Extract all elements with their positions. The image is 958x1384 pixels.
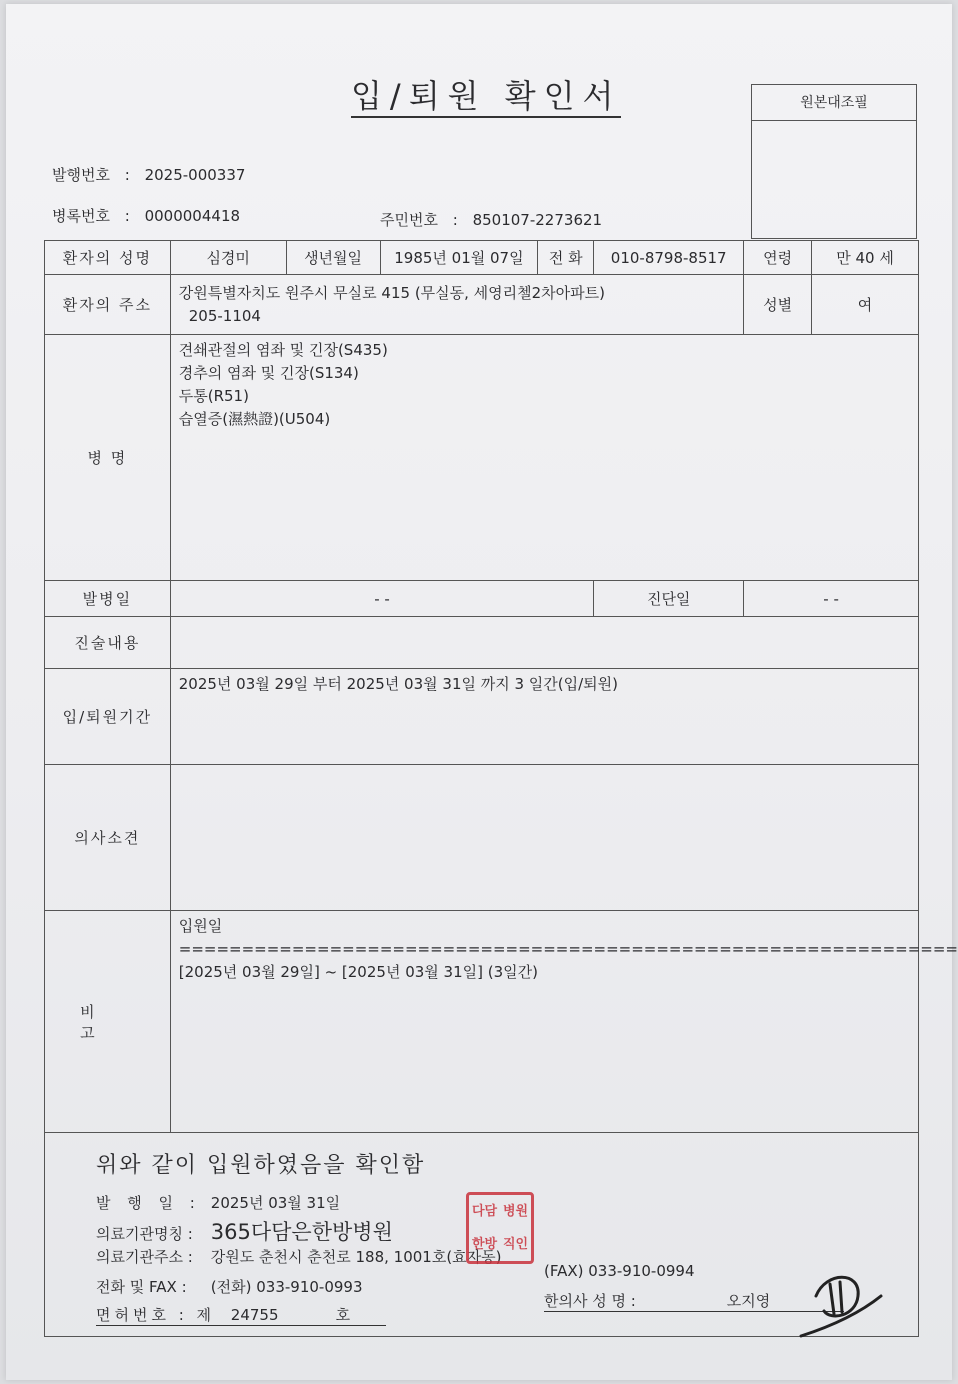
birth-date-label: 생년월일 xyxy=(286,241,380,275)
license-number: 24755 xyxy=(230,1306,279,1324)
resident-number: 850107-2273621 xyxy=(472,211,603,229)
remarks-label: 비 고 xyxy=(45,911,171,1133)
admission-period: 2025년 03월 29일 부터 2025년 03월 31일 까지 3 일간(입/퇴원) xyxy=(170,669,918,765)
diagnosis-label: 병 명 xyxy=(45,335,171,581)
doctor-opinion xyxy=(170,765,918,911)
onset-date: - - xyxy=(170,581,594,617)
phone-number: 010-8798-8517 xyxy=(594,241,744,275)
address-line-2: 205-1104 xyxy=(188,306,261,325)
remarks-line-2: [2025년 03월 29일] ~ [2025년 03월 31일] (3일간) xyxy=(178,963,538,981)
address-cell xyxy=(170,275,743,335)
issue-number-row: 발행번호 : 2025-000337 xyxy=(52,166,246,184)
confirmation-statement: 위와 같이 입원하였음을 확인함 xyxy=(96,1153,426,1178)
issue-number: 2025-000337 xyxy=(144,166,246,184)
statement-content xyxy=(170,617,918,669)
record-number-label: 병록번호 xyxy=(52,207,110,225)
facility-address-label: 의료기관주소 : xyxy=(96,1248,193,1266)
address-label: 환자의 주소 xyxy=(45,275,171,335)
hospital-seal-stamp xyxy=(466,1192,534,1264)
facility-name-row xyxy=(96,1216,393,1246)
patient-name-label: 환자의 성명 xyxy=(45,241,171,275)
diagnosis-date: - - xyxy=(744,581,919,617)
document-title: 입/퇴원 확인서 xyxy=(351,78,621,118)
statement-label: 진술내용 xyxy=(45,617,171,669)
address-line-1: 강원특별자치도 원주시 무실로 415 (무실동, 세영리첼2차아파트) xyxy=(178,283,605,302)
doctor-name-label: 한의사 성 명 : xyxy=(544,1292,636,1310)
remarks-line-1: 입원일============================================================== xyxy=(178,917,958,958)
issue-date: 2025년 03월 31일 xyxy=(210,1194,341,1212)
seal-char: 다담 xyxy=(471,1204,498,1219)
record-number-row: 병록번호 : 0000004418 xyxy=(52,207,241,225)
issue-date-label: 발 행 일 : xyxy=(96,1194,201,1212)
phone-label: 전 화 xyxy=(538,241,594,275)
sex-value: 여 xyxy=(812,275,919,335)
admission-period-label: 입/퇴원기간 xyxy=(45,669,171,765)
issue-date-row xyxy=(96,1192,340,1213)
seal-char: 직인 xyxy=(502,1237,529,1252)
diagnosis-list xyxy=(170,335,918,581)
resident-number-row: 주민번호 : 850107-2273621 xyxy=(380,211,603,229)
diagnosis-item: 경추의 염좌 및 긴장(S134) xyxy=(178,364,359,382)
original-verified-box xyxy=(751,84,917,239)
doctor-signature xyxy=(796,1266,886,1346)
resident-number-label: 주민번호 xyxy=(380,211,438,229)
diagnosis-item: 두통(R51) xyxy=(178,387,249,405)
diagnosis-item: 습열증(濕熱證)(U504) xyxy=(178,410,331,428)
document-sheet xyxy=(6,4,958,1380)
license-suffix: 호 xyxy=(335,1306,351,1324)
age-label: 연령 xyxy=(744,241,812,275)
doctor-name: 오지영 xyxy=(726,1292,771,1310)
onset-date-label: 발병일 xyxy=(45,581,171,617)
record-number: 0000004418 xyxy=(144,207,241,225)
patient-name: 심경미 xyxy=(170,241,286,275)
sex-label: 성별 xyxy=(744,275,812,335)
birth-date: 1985년 01월 07일 xyxy=(380,241,538,275)
diagnosis-date-label: 진단일 xyxy=(594,581,744,617)
license-row xyxy=(96,1304,386,1326)
remarks-content xyxy=(170,911,958,1133)
original-verified-label: 원본대조필 xyxy=(752,85,916,121)
facility-fax: (FAX) 033-910-0994 xyxy=(544,1262,695,1280)
seal-char: 한방 xyxy=(471,1237,498,1252)
seal-char: 병원 xyxy=(502,1204,529,1219)
age-value: 만 40 세 xyxy=(812,241,919,275)
facility-address: 강원도 춘천시 춘천로 188, 1001호(효자동) xyxy=(210,1248,502,1266)
diagnosis-item: 견쇄관절의 염좌 및 긴장(S435) xyxy=(178,341,388,359)
license-label: 면허번호 : 제 xyxy=(96,1306,216,1324)
doctor-opinion-label: 의사소견 xyxy=(45,765,171,911)
facility-name-label: 의료기관명칭 : xyxy=(96,1225,193,1243)
issue-number-label: 발행번호 xyxy=(52,166,110,184)
facility-address-row xyxy=(96,1246,502,1267)
facility-name: 365다담은한방병원 xyxy=(210,1220,393,1244)
phone-fax-row xyxy=(96,1276,363,1297)
facility-phone: (전화) 033-910-0993 xyxy=(210,1278,363,1296)
phone-fax-label: 전화 및 FAX : xyxy=(96,1278,187,1296)
